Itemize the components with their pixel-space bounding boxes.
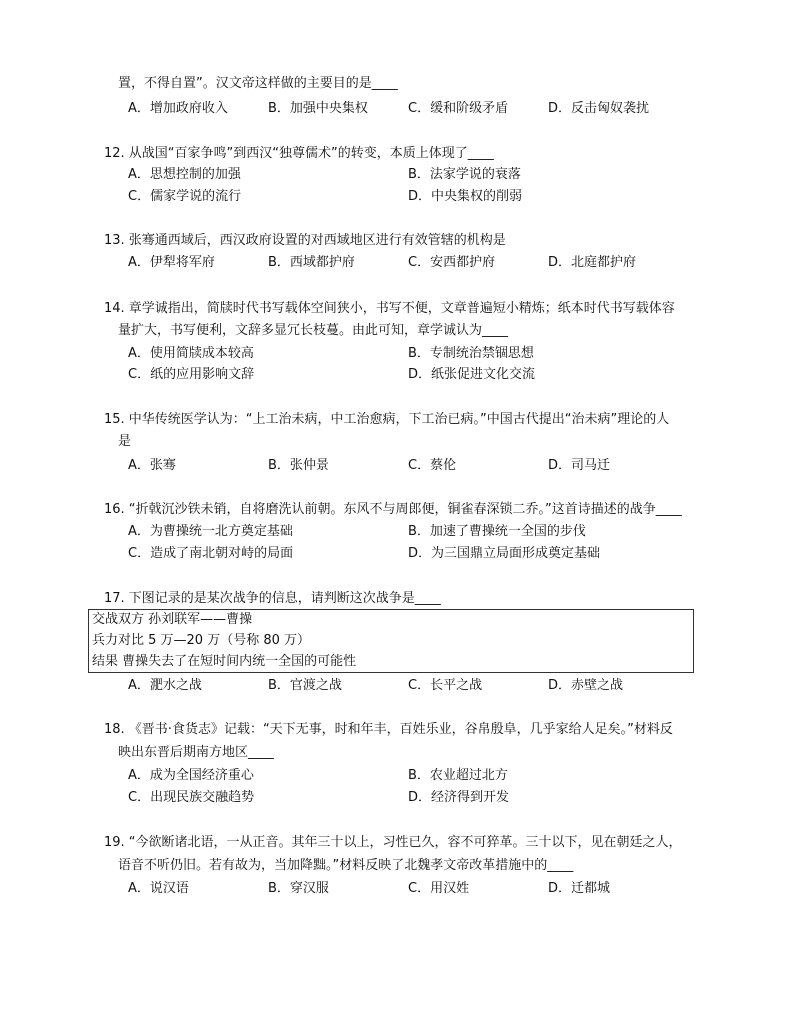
q11-stem-continuation: 置，不得自置”。汉文帝这样做的主要目的是____ — [118, 76, 398, 91]
q12-option-c[interactable]: C．儒家学说的流行 — [128, 189, 242, 204]
q19-stem-line1: 19. “今欲断诸北语，一从正音。其年三十以上，习性已久，容不可猝革。三十以下，见在朝廷之人， — [104, 835, 682, 850]
q12-option-d[interactable]: D．中央集权的削弱 — [408, 189, 523, 204]
q18-option-d[interactable]: D．经济得到开发 — [408, 790, 510, 805]
q11-option-d[interactable]: D．反击匈奴袭扰 — [548, 101, 650, 116]
q13-option-b[interactable]: B．西域都护府 — [268, 255, 355, 270]
q13-option-a[interactable]: A．伊犁将军府 — [128, 255, 215, 270]
q17-row-belligerents: 交战双方 孙刘联军——曹操 — [92, 612, 253, 627]
q15-option-a[interactable]: A．张骞 — [128, 458, 176, 473]
q17-option-b[interactable]: B．官渡之战 — [268, 678, 342, 693]
q16-option-b[interactable]: B．加速了曹操统一全国的步伐 — [408, 524, 586, 539]
q18-option-a[interactable]: A．成为全国经济重心 — [128, 768, 254, 783]
q15-option-c[interactable]: C．蔡伦 — [408, 458, 457, 473]
q15-stem-line2: 是 — [118, 434, 132, 449]
q19-option-c[interactable]: C．用汉姓 — [408, 881, 470, 896]
q17-row-result: 结果 曹操失去了在短时间内统一全国的可能性 — [92, 654, 357, 669]
q14-stem-line1: 14. 章学诚指出，简牍时代书写载体空间狭小，书写不便，文章普遍短小精炼；纸本时代书写载体容 — [104, 301, 675, 316]
q15-stem-line1: 15. 中华传统医学认为：“上工治未病，中工治愈病，下工治已病。”中国古代提出“治未病”理论的人 — [104, 412, 670, 427]
q16-option-a[interactable]: A．为曹操统一北方奠定基础 — [128, 524, 293, 539]
q11-option-a[interactable]: A．增加政府收入 — [128, 101, 228, 116]
q17-stem: 17. 下图记录的是某次战争的信息，请判断这次战争是____ — [104, 591, 441, 606]
q16-option-c[interactable]: C．造成了南北朝对峙的局面 — [128, 546, 294, 561]
q18-option-b[interactable]: B．农业超过北方 — [408, 768, 508, 783]
q13-stem: 13. 张骞通西域后，西汉政府设置的对西域地区进行有效管辖的机构是 — [104, 233, 506, 248]
q16-stem: 16. “折戟沉沙铁未销，自将磨洗认前朝。东风不与周郎便，铜雀春深锁二乔。”这首诗描述的战争____ — [104, 502, 682, 517]
q19-option-a[interactable]: A．说汉语 — [128, 881, 189, 896]
q13-option-c[interactable]: C．安西都护府 — [408, 255, 496, 270]
q14-option-c[interactable]: C．纸的应用影响文辞 — [128, 367, 255, 382]
q12-option-a[interactable]: A．思想控制的加强 — [128, 167, 241, 182]
q15-option-b[interactable]: B．张仲景 — [268, 458, 329, 473]
q14-option-d[interactable]: D．纸张促进文化交流 — [408, 367, 536, 382]
q17-option-d[interactable]: D．赤壁之战 — [548, 678, 624, 693]
q17-info-table — [88, 609, 694, 673]
q11-option-b[interactable]: B．加强中央集权 — [268, 101, 368, 116]
q14-option-a[interactable]: A．使用简牍成本较高 — [128, 346, 254, 361]
q18-stem-line2: 映出东晋后期南方地区____ — [118, 745, 275, 760]
q11-option-c[interactable]: C．缓和阶级矛盾 — [408, 101, 509, 116]
q14-option-b[interactable]: B．专制统治禁锢思想 — [408, 346, 534, 361]
q17-row-forces: 兵力对比 5 万—20 万（号称 80 万） — [92, 633, 311, 648]
q16-option-d[interactable]: D．为三国鼎立局面形成奠定基础 — [408, 546, 601, 561]
q12-option-b[interactable]: B．法家学说的衰落 — [408, 167, 521, 182]
q13-option-d[interactable]: D．北庭都护府 — [548, 255, 637, 270]
q19-stem-line2: 语音不听仍旧。若有故为，当加降黜。”材料反映了北魏孝文帝改革措施中的____ — [118, 858, 574, 873]
q19-option-b[interactable]: B．穿汉服 — [268, 881, 329, 896]
q17-option-a[interactable]: A．淝水之战 — [128, 678, 202, 693]
q15-option-d[interactable]: D．司马迁 — [548, 458, 611, 473]
q19-option-d[interactable]: D．迁都城 — [548, 881, 611, 896]
q18-option-c[interactable]: C．出现民族交融趋势 — [128, 790, 255, 805]
q14-stem-line2: 量扩大，书写便利，文辞多显冗长枝蔓。由此可知，章学诚认为____ — [118, 323, 509, 338]
q18-stem-line1: 18. 《晋书·食货志》记载：“天下无事，时和年丰，百姓乐业，谷帛殷阜，几乎家给人足矣。”材料反 — [104, 722, 673, 737]
q12-stem: 12. 从战国“百家争鸣”到西汉“独尊儒术”的转变，本质上体现了____ — [104, 146, 494, 161]
q17-option-c[interactable]: C．长平之战 — [408, 678, 483, 693]
